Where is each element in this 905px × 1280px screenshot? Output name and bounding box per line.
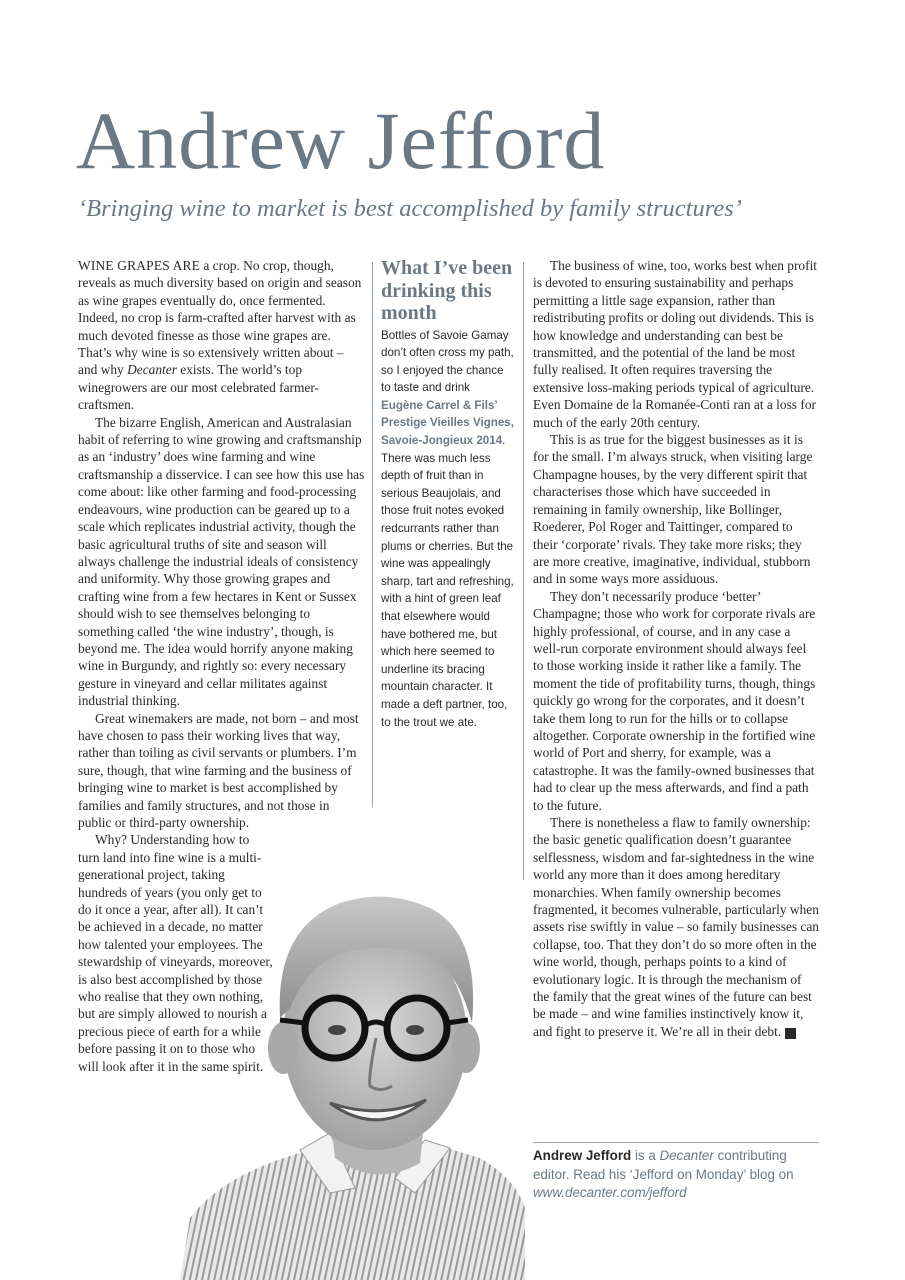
drinking-sidebar — [381, 257, 515, 731]
paragraph-7: They don’t necessarily produce ‘better’ Champagne; those who work for corporate rivals are highly professional, of course, and in any case a well-run corporate environment should always feel to those working inside it rather like a family. The moment the tide of profitability turns, though, things quickly go wrong for the corporates, and it doesn’t take them long to run for the hills or to collapse altogether. Corporate ownership in the fortified wine world of Port and sherry, for example, was a catastrophe. It was the family-owned businesses that had to clear up the mess afterwards, and find a path to the future. — [533, 588, 816, 813]
blog-link[interactable]: www.decanter.com/jefford — [533, 1185, 687, 1200]
paragraph-8-text: There is nonetheless a flaw to family ownership: the basic genetic qualification doesn’t guarantee selflessness, wisdom and far-sightedness in the wine world any more than it does among hereditary monarchies. When family ownership becomes fragmented, it becomes vulnerable, particularly when assets rise swiftly in value – so family businesses can collapse, too. That they don’t do so more often in the wine world, though, perhaps points to a kind of evolutionary logic. It is through the mechanism of the family that the great wines of the future can best be made – and wine families instinctively know it, and fight to preserve it. We’re all in their debt. — [533, 815, 819, 1039]
paragraph-3: Great winemakers are made, not born – and most have chosen to pass their working lives that way, rather than toiling as civil servants or plumbers. I’m sure, though, that wine farming and the business of bringing wine to market is best accomplished by families and family structures, and not those in public or third-party ownership. — [78, 710, 359, 830]
bio-divider — [533, 1142, 819, 1143]
paragraph-1 — [78, 257, 366, 414]
paragraph-8 — [533, 814, 819, 1040]
paragraph-1-text-a: a crop. No crop, though, reveals as much diversity based on origin and season as wine grapes eventually do, once fermented. Indeed, no crop is farm-crafted after harvest with as much devoted finesse as those wine grapes are. That’s why wine is so extensively written about – and why — [78, 258, 362, 378]
bio-publication: Decanter — [659, 1148, 714, 1163]
paragraph-6: This is as true for the biggest businesses as it is for the small. I’m always struck, when visiting large Champagne houses, by the very different spirit that characterises those which have succeeded in remaining in family ownership, like Bollinger, Roederer, Pol Roger and Taittinger, compared to their ‘corporate’ rivals. They take more risks; they are more creative, imaginative, individual, stubborn and in some ways more assiduous. — [533, 432, 813, 587]
publication-name: Decanter — [127, 362, 177, 378]
column-divider-left — [372, 262, 373, 807]
standfirst-quote: ‘Bringing wine to market is best accomplished by family structures’ — [78, 195, 742, 222]
lead-in-caps: WINE GRAPES ARE — [78, 258, 201, 273]
end-mark-icon: D — [785, 1028, 796, 1039]
author-portrait — [180, 888, 525, 1280]
sidebar-body — [381, 327, 515, 732]
sidebar-text-b: . There was much less depth of fruit than in serious Beaujolais, and those fruit notes evoked redcurrants rather than plums or cherries. But the wine was appealingly sharp, tart and refreshing, with a hint of green leaf that elsewhere would have bothered me, but which here seemed to underline its bracing mountain character. It made a deft partner, too, to the trout we ate. — [381, 434, 514, 729]
paragraph-1-text-b: exists. The world’s top winegrowers are our most celebrated farmer-craftsmen. — [78, 362, 320, 413]
bio-text-b: contributing editor. Read his ‘Jefford on Monday’ blog on — [533, 1148, 794, 1182]
page-title: Andrew Jefford — [76, 95, 606, 186]
paragraph-4: Why? Understanding how to turn land into fine wine is a multi-generational project, taking hundreds of years (you only get to do it once a year, after all). It can’t be achieved in a decade, no matter how talented your employees. The stewardship of vineyards, moreover, is also best accomplished by those who realise that they own nothing, but are simply allowed to nourish a precious piece of earth for a while before passing it on to those who will look after it in the same spirit. — [78, 832, 273, 1074]
article-column-3 — [533, 257, 819, 1040]
author-bio — [533, 1147, 823, 1203]
paragraph-2: The bizarre English, American and Australasian habit of referring to wine growing and craftsmanship as an ‘industry’ does wine farming and wine craftsmanship a disservice. I can see how this use has come about: like other farming and food-processing endeavours, wine production can be geared up to a scale which replicates industrial activity, though the basic agricultural truths of site and season will always challenge the industrial ideals of consistency and uniformity. Why those growing grapes and crafting wine from a few hectares in Kent or Sussex should wish to see themselves belonging to something called ‘the wine industry’, though, is beyond me. The idea would horrify anyone making wine in Burgundy, and rightly so: every necessary gesture in vineyard and cellar militates against industrial thinking. — [78, 414, 365, 709]
bio-author-name: Andrew Jefford — [533, 1148, 632, 1163]
column-divider-right — [523, 262, 524, 880]
bio-text-a: is a — [631, 1148, 660, 1163]
paragraph-5: The business of wine, too, works best when profit is devoted to ensuring sustainability and perhaps permitting a little sage expansion, rather than redistributing profits or doling out dividends. This is how knowledge and understanding can best be transmitted, and the potential of the land be most fully realised. It often requires traversing the extensive loss-making periods typical of agriculture. Even Domaine de la Romanée-Conti ran at a loss for much of the early 20th century. — [533, 258, 818, 430]
sidebar-text-a: Bottles of Savoie Gamay don’t often cross my path, so I enjoyed the chance to taste and drink — [381, 328, 514, 395]
featured-wine: Eugène Carrel & Fils’ Prestige Vieilles Vignes, Savoie-Jongieux 2014 — [381, 398, 514, 448]
sidebar-heading: What I’ve been drinking this month — [381, 257, 513, 324]
